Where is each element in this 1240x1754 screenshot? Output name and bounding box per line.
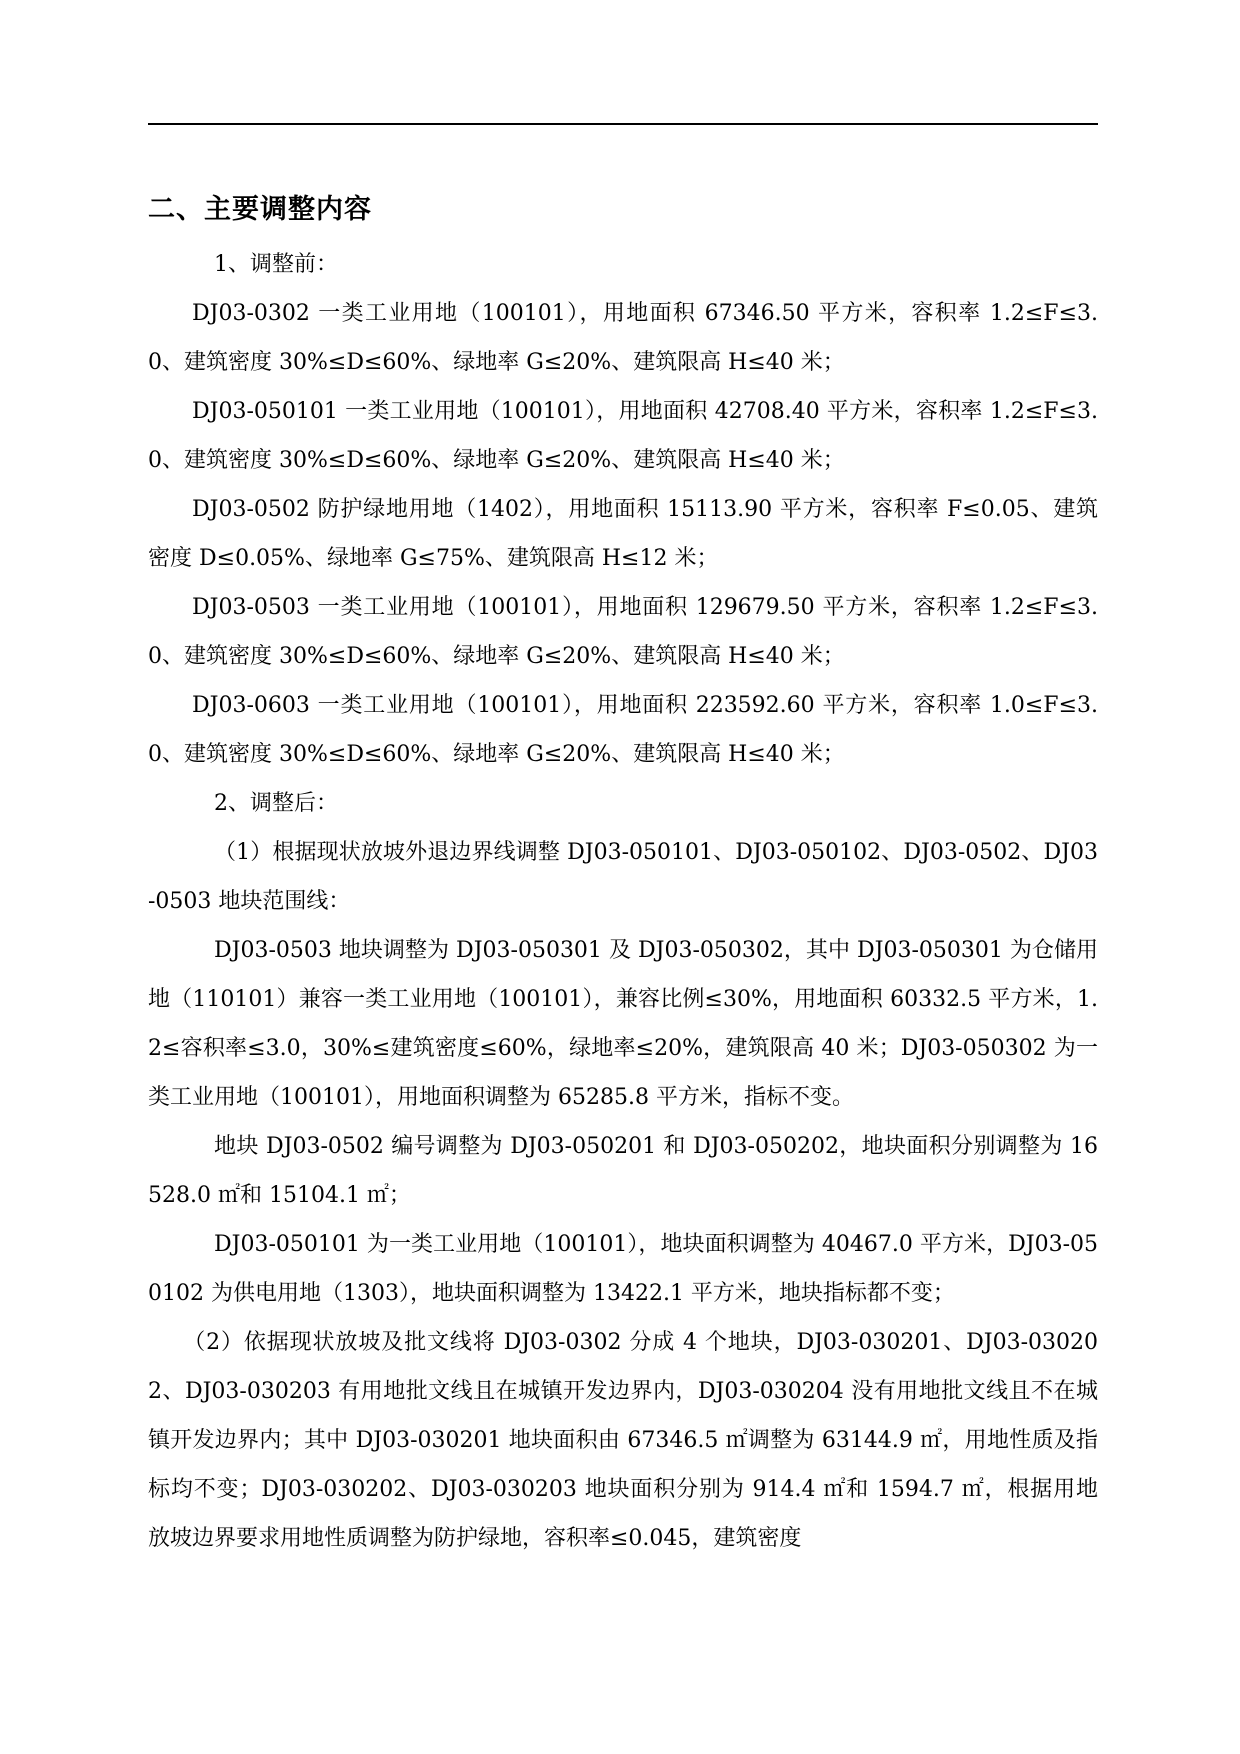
after-item1-title: （1）根据现状放坡外退边界线调整 DJ03-050101、DJ03-050102、DJ03-0502、DJ03-0503 地块范围线： bbox=[148, 840, 1098, 914]
after-item1-para: 地块 DJ03-0502 编号调整为 DJ03-050201 和 DJ03-050202，地块面积分别调整为 16528.0 ㎡和 15104.1 ㎡； bbox=[148, 1134, 1098, 1208]
before-item: DJ03-050101 一类工业用地（100101），用地面积 42708.40 平方米，容积率 1.2≤F≤3.0、建筑密度 30%≤D≤60%、绿地率 G≤20%、建筑限高 H≤40 米； bbox=[148, 399, 1098, 473]
after-title: 2、调整后： bbox=[214, 791, 338, 816]
before-item: DJ03-0603 一类工业用地（100101），用地面积 223592.60 平方米，容积率 1.0≤F≤3.0、建筑密度 30%≤D≤60%、绿地率 G≤20%、建筑限高 H≤40 米； bbox=[148, 693, 1098, 767]
after-item2: （2）依据现状放坡及批文线将 DJ03-0302 分成 4 个地块，DJ03-030201、DJ03-030202、DJ03-030203 有用地批文线且在城镇开发边界内，DJ03-030204 没有用地批文线且不在城镇开发边界内；其中 DJ03-030201 地块面积由 67346.5 ㎡调整为 63144.9 ㎡，用地性质及指标均不变；DJ03-030202、DJ03-030203 地块面积分别为 914.4 ㎡和 1594.7 ㎡，根据用地放坡边界要求用地性质调整为防护绿地，容积率≤0.045，建筑密度 bbox=[148, 1330, 1098, 1551]
after-item1-para: DJ03-0503 地块调整为 DJ03-050301 及 DJ03-050302，其中 DJ03-050301 为仓储用地（110101）兼容一类工业用地（100101），兼容比例≤30%，用地面积 60332.5 平方米，1.2≤容积率≤3.0，30%≤建筑密度≤60%，绿地率≤20%，建筑限高 40 米；DJ03-050302 为一类工业用地（100101），用地面积调整为 65285.8 平方米，指标不变。 bbox=[148, 938, 1098, 1110]
after-item1-para: DJ03-050101 为一类工业用地（100101），地块面积调整为 40467.0 平方米，DJ03-050102 为供电用地（1303），地块面积调整为 13422.1 平方米，地块指标都不变； bbox=[148, 1232, 1098, 1306]
before-item: DJ03-0502 防护绿地用地（1402），用地面积 15113.90 平方米，容积率 F≤0.05、建筑密度 D≤0.05%、绿地率 G≤75%、建筑限高 H≤12 米； bbox=[148, 497, 1098, 571]
before-item: DJ03-0503 一类工业用地（100101），用地面积 129679.50 平方米，容积率 1.2≤F≤3.0、建筑密度 30%≤D≤60%、绿地率 G≤20%、建筑限高 H≤40 米； bbox=[148, 595, 1098, 669]
section-heading: 二、主要调整内容 bbox=[148, 194, 372, 225]
header-rule bbox=[148, 123, 1098, 125]
before-item: DJ03-0302 一类工业用地（100101），用地面积 67346.50 平方米，容积率 1.2≤F≤3.0、建筑密度 30%≤D≤60%、绿地率 G≤20%、建筑限高 H≤40 米； bbox=[148, 301, 1098, 375]
document-body bbox=[148, 180, 1098, 1563]
before-title: 1、调整前： bbox=[214, 252, 338, 277]
